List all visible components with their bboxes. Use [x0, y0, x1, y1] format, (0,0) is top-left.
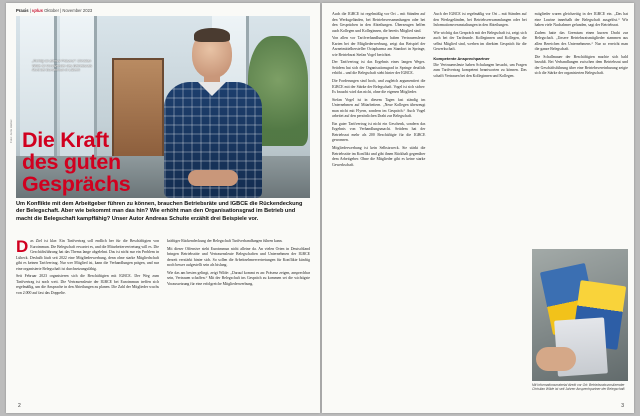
drop-cap: D [16, 237, 29, 256]
body-paragraph: Zudem hatte das Gremium einen kurzen Draht zur Belegschaft. „Unsere Betriebsratsmitglieder stammen aus allen Bereichen des Unternehmens.“ Nur so erreicht man die ganze Belegschaft. [534, 30, 628, 52]
body-paragraph: Von allen vor Tarifverhandlungen haben Vertrauensleute Karten bei der Mitgliederwerbung, zeigt das Beispiel der Arzneimittelhersteller Octapharma am Standort in Springe, wie Betriebsrat Stefan Vogel berichtet. [332, 36, 426, 57]
hand [536, 347, 576, 371]
title-line: des guten [22, 150, 121, 174]
body-paragraph: Wie das am besten gelingt, zeigt Wilde: „Darauf kommt es an: Präsenz zeigen, ansprechbar sein, Vertrauen schaffen.“ Mit der Belegschaft ins Gespräch zu kommen sei die wichtigste Voraussetzung für eine erfolgreiche Mitgliederwerbung. [167, 270, 310, 286]
body-columns [332, 12, 628, 170]
portrait-person [158, 30, 268, 198]
body-paragraph: Ein guter Tarifvertrag ist nicht ein Geschenk, sondern das Ergebnis von Verhandlungsmacht. Seitdem hat der Betriebsrat mehr als 200 Beschäftigte für die IGBCE gewonnen. [332, 121, 426, 143]
right-page [322, 3, 634, 413]
page-number: 3 [621, 403, 624, 409]
body-paragraph: Seit Februar 2023 organisieren sich die Beschäftigten mit IGBCE. Der Weg zum Tarifvertrag ist noch weit. Die Vertrauensleute der IGBCE bei Euroimmun treffen sich regelmäßig, um die Ansprache in den Abteilungen zu planen. Die Zahl der Mitglieder wuchs von 2.000 auf fast das Doppelte. [16, 274, 159, 295]
title-line: Gesprächs [22, 172, 131, 196]
body-paragraph: Mit dieser Offensive steht Euroimmun nicht alleine da. An vielen Orten in Deutschland bringen Betriebsräte und Vertrauensleute Belegschaften und Unternehmen der IGBCE derzeit verstärkt hinter sich. So sollen die Arbeitnehmervertretungen für Konflikte künftig noch besser aufgestellt sein als bislang. [167, 246, 310, 268]
body-paragraph: Auch der IGBCE ist regelmäßig vor Ort – mit Ständen auf den Werksgeländen, bei Betriebsversammlungen oder bei Informationsveranstaltungen in den Abteilungen. [433, 12, 527, 28]
photo-caption: „Richtig ist allemal Präsenz“: Christian Wilde ist Vorsitzender des Betriebsrats Nord bei Euroimmun in Lübeck [32, 59, 92, 73]
text-column [433, 12, 526, 170]
brochure-photo [532, 249, 628, 381]
text-column [16, 239, 159, 298]
page-header [16, 8, 92, 13]
hands [188, 170, 238, 186]
body-columns [16, 239, 310, 298]
issue-label: Oktober | November 2023 [44, 8, 93, 13]
page-number: 2 [18, 403, 21, 409]
body-paragraph: Wie wichtig das Gespräch mit der Belegschaft ist, zeigt sich auch bei der Tarifrunde. Kolleginnen und Kollegen, die selbst Mitglied sind, werben im direkten Gespräch für die Gewerkschaft. [433, 30, 527, 52]
photo-credit: Foto: Jens Hieber [9, 119, 13, 143]
header-separator: | [29, 8, 33, 13]
lead-paragraph: Um Konflikte mit dem Arbeitgeber führen zu können, brauchen Betriebsräte und IGBCE die Rückendeckung der Belegschaft. Aber wie bekommt man das hin? Wie erhöht man den Organisationsgrad im Betrieb und macht die Belegschaft kampffähig? Unser Autor Andreas Schulte erzählt drei Beispiele vor. [16, 201, 303, 222]
body-paragraph: Mitgliederwerbung ist kein Selbstzweck. Sie stärkt die Betriebsräte im Konflikt und gibt ihnen Rückhalt gegenüber dem Arbeitgeber. Ohne die Mitglieder gibt es keine starke Gewerkschaft. [332, 146, 426, 167]
body-paragraph: Stefan Vogel ist in diesem Tagen fast ständig im Unternehmen auf Mitarbeitern. „Neue Kollegen überzeugt man nicht mit Flyern, sondern im Gespräch.“ Auch Vogel arbeitet auf den persönlichen Draht zur Belegschaft. [332, 97, 426, 119]
body-paragraph: mitglieder waren gleichzeitig in der IGBCE ein. „Das hat eine Lawine innerhalb der Belegschaft ausgelöst.“ Wir haben viele Nachahmer gefunden, sagt der Betriebsrat. [534, 12, 628, 28]
magazine-spread [6, 3, 634, 413]
body-paragraph: Die Forderungen sind hoch, und zugleich argumentiert die IGBCE mit der Stärke der Belegschaft. Vogel ist sich sicher: Es braucht wird das nicht, ohne die eigenen Mitglieder. [332, 79, 426, 95]
photo-caption: Mit Informationsmaterial direkt vor Ort: Betriebsratsvorsitzender Christian Wilde ist seit Jahren Ansprechpartner der Belegschaft. [532, 383, 626, 392]
body-paragraph: Die Schallmauer der Beschäftigten machte sich bald bezahlt. Bei Verhandlungen zwischen dem Betriebsrat und der Geschäftsführung über eine Betriebsvereinbarung zeigte sich die Stärke der organisierten Belegschaft. [534, 54, 628, 76]
body-paragraph: Auch die IGBCE ist regelmäßig vor Ort – mit Ständen auf den Werksgeländen, bei Betriebsversammlungen oder bei den Gesprächen in den Abteilungen. Überzeugen helfen auch Kollegen und Kolleginnen, die bereits Mitglied sind. [332, 12, 426, 33]
text-column [535, 12, 628, 170]
body-paragraph: as Ziel ist klar: Ein Tarifvertrag soll endlich her für die Beschäftigten von Euroimmun. Die Belegschaft erwartet es, und die Mitarbeitervertretung will es. Die Geschäftsführung hat das Thema lange abgelehnt. Das ist nicht nur ein Problem in Lübeck. Deshalb läuft seit 2022 eine Mitgliederwerbung, denn ohne starke Mitgliedschaft gibt es keinen Tarifvertrag. Nur wer Mitglied ist, kann die Verhandlungen prägen, und nur eine organisierte Belegschaft ist durchsetzungsfähig. [16, 239, 159, 271]
text-column [167, 239, 310, 298]
section-label: Praxis [16, 8, 29, 13]
subheading: Kompetente Ansprechpartner [433, 55, 490, 61]
hair [194, 28, 230, 42]
body-paragraph: Die Vertrauensleute haben Schulungen besucht, um Fragen zum Tarifvertrag kompetent beantworten zu können. Das schafft Vertrauen bei den Kolleginnen und Kollegen. [433, 62, 527, 78]
text-column [332, 12, 425, 170]
title-line: Die Kraft [22, 128, 109, 152]
left-page [6, 3, 320, 413]
body-paragraph: kräftiger Rückendeckung der Belegschaft Tarifverhandlungen führen kann. [167, 239, 283, 243]
brand-label: vplus [32, 8, 43, 13]
body-paragraph: Der Tarifvertrag ist das Ergebnis eines langen Weges. Seitdem hat sich der Organisationsgrad in Springe deutlich erhöht – und die Belegschaft steht hinter der IGBCE. [332, 60, 426, 76]
article-title [22, 129, 130, 195]
